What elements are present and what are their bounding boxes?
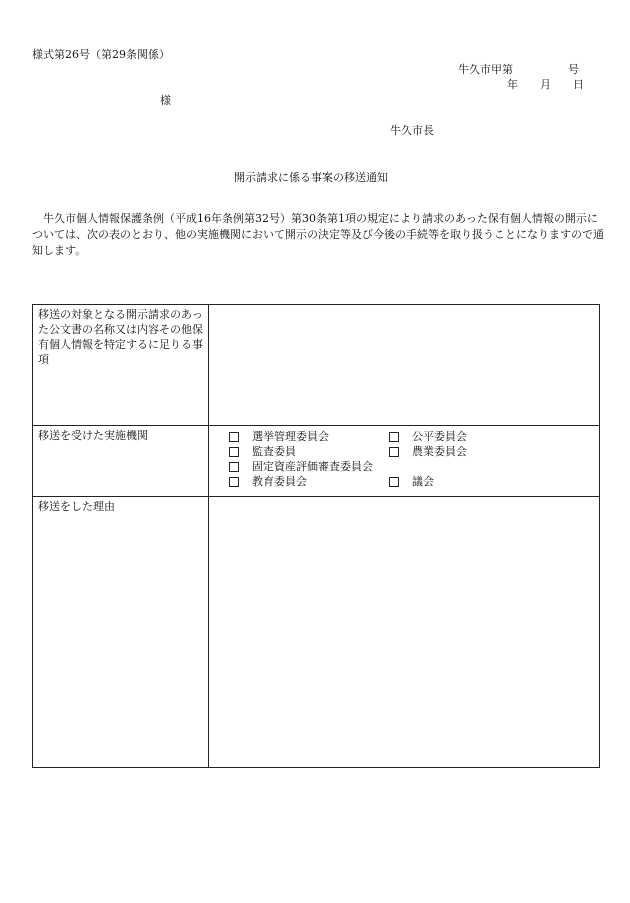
table-row: [33, 497, 600, 768]
checkbox-option-kansa[interactable]: 監査委員: [229, 444, 389, 459]
checkbox-icon[interactable]: [229, 462, 239, 472]
checkbox-option-senkyo[interactable]: 選挙管理委員会: [229, 429, 389, 444]
checkbox-option-kotei[interactable]: 固定資産評価審査委員会: [229, 459, 389, 474]
issue-date: 年 月 日: [507, 78, 584, 91]
document-number: 牛久市甲第 号: [458, 63, 579, 76]
table-row: [33, 305, 600, 426]
checkbox-icon[interactable]: [389, 432, 399, 442]
document-title: 開示請求に係る事案の移送通知: [234, 171, 388, 184]
checkbox-icon[interactable]: [229, 447, 239, 457]
checkbox-icon[interactable]: [389, 477, 399, 487]
receiving-agency-options: [209, 426, 600, 497]
checkbox-icon[interactable]: [389, 447, 399, 457]
transfer-reason-label: 移送をした理由: [33, 497, 209, 768]
checkbox-option-nogyo[interactable]: 農業委員会: [389, 444, 499, 459]
receiving-agency-label: 移送を受けた実施機関: [33, 426, 209, 497]
form-number: 様式第26号（第29条関係）: [32, 48, 170, 61]
checkbox-option-kohei[interactable]: 公平委員会: [389, 429, 499, 444]
target-info-label: 移送の対象となる開示請求のあった公文書の名称又は内容その他保有個人情報を特定するに足りる事項: [33, 305, 209, 426]
target-info-field[interactable]: [209, 305, 600, 426]
checkbox-option-kyoiku[interactable]: 教育委員会: [229, 474, 389, 489]
checkbox-option-gikai[interactable]: 議会: [389, 474, 499, 489]
transfer-reason-field[interactable]: [209, 497, 600, 768]
addressee-suffix: 様: [160, 94, 171, 107]
issuer-name: 牛久市長: [390, 124, 434, 137]
notice-body: 牛久市個人情報保護条例（平成16年条例第32号）第30条第1項の規定により請求のあった保有個人情報の開示については、次の表のとおり、他の実施機関において開示の決定等及び今後の手続等を取り扱うことになりますので通知します。: [32, 212, 604, 257]
checkbox-icon[interactable]: [229, 477, 239, 487]
transfer-table: [32, 304, 600, 768]
table-row: [33, 426, 600, 497]
checkbox-icon[interactable]: [229, 432, 239, 442]
